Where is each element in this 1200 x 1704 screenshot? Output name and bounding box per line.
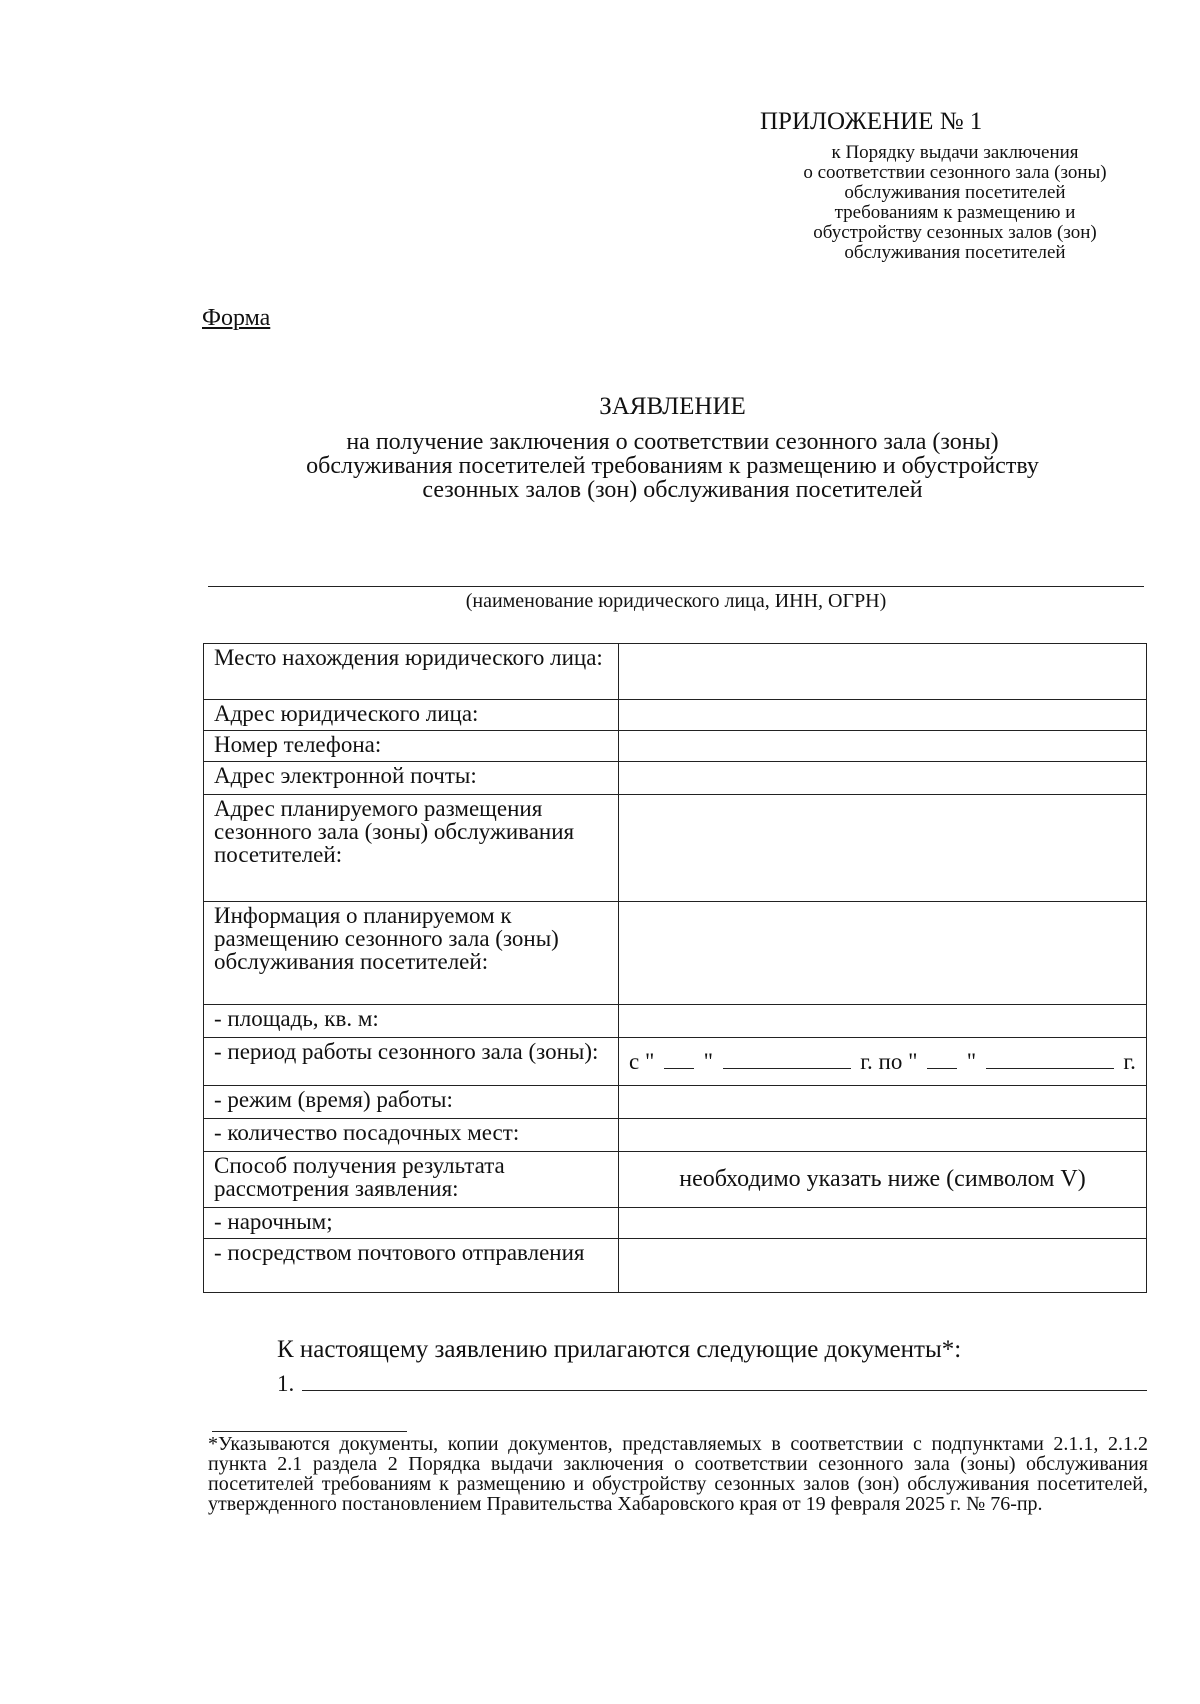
field-label-planned-address: Адрес планируемого размещения сезонного зала (зоны) обслуживания посетителей: xyxy=(204,795,619,902)
period-to-prefix: г. по " xyxy=(860,1049,918,1074)
table-row xyxy=(204,795,1147,902)
statement-line: на получение заключения о соответствии сезонного зала (зоны) xyxy=(346,429,999,455)
table-row xyxy=(204,1119,1147,1152)
field-label-by-post: - посредством почтового отправления xyxy=(204,1239,619,1293)
statement-title: ЗАЯВЛЕНИЕ xyxy=(599,393,746,420)
appendix-subtitle xyxy=(740,143,1170,263)
field-label-phone: Номер телефона: xyxy=(204,731,619,762)
statement-line: сезонных залов (зон) обслуживания посетителей xyxy=(422,477,923,503)
period-fields xyxy=(629,1050,1136,1073)
field-value-phone[interactable] xyxy=(619,731,1147,762)
field-value-by-post-checkbox[interactable] xyxy=(619,1239,1147,1293)
table-row xyxy=(204,1239,1147,1293)
table-row xyxy=(204,1038,1147,1086)
appendix-line: к Порядку выдачи заключения xyxy=(831,142,1079,163)
field-label-location: Место нахождения юридического лица: xyxy=(204,644,619,700)
period-from-prefix: с " xyxy=(629,1049,655,1074)
field-value-location[interactable] xyxy=(619,644,1147,700)
table-row xyxy=(204,1208,1147,1239)
attachment-item-input-line[interactable] xyxy=(302,1372,1147,1391)
statement-line: обслуживания посетителей требованиям к размещению и обустройству xyxy=(306,453,1039,479)
period-to-quote: " xyxy=(966,1049,977,1074)
legal-entity-input-line[interactable] xyxy=(208,586,1144,587)
appendix-title: ПРИЛОЖЕНИЕ № 1 xyxy=(760,108,983,135)
attachment-item-1 xyxy=(277,1371,1147,1397)
field-value-planned-info[interactable] xyxy=(619,902,1147,1005)
field-label-area: - площадь, кв. м: xyxy=(204,1005,619,1038)
attachments-intro: К настоящему заявлению прилагаются следующие документы*: xyxy=(277,1336,962,1363)
period-from-month-blank[interactable] xyxy=(723,1050,851,1069)
appendix-line: обслуживания посетителей xyxy=(844,242,1066,263)
table-row xyxy=(204,700,1147,731)
table-row xyxy=(204,762,1147,795)
legal-entity-caption: (наименование юридического лица, ИНН, ОГРН) xyxy=(465,590,887,612)
appendix-line: требованиям к размещению и xyxy=(834,202,1076,223)
field-label-schedule: - режим (время) работы: xyxy=(204,1086,619,1119)
application-form-table xyxy=(203,643,1147,1293)
field-value-area[interactable] xyxy=(619,1005,1147,1038)
period-to-month-blank[interactable] xyxy=(986,1050,1114,1069)
field-label-period: - период работы сезонного зала (зоны): xyxy=(204,1038,619,1086)
statement-subtitle xyxy=(200,430,1145,502)
field-label-address: Адрес юридического лица: xyxy=(204,700,619,731)
appendix-line: обслуживания посетителей xyxy=(844,182,1066,203)
form-label: Форма xyxy=(202,305,271,331)
period-from-day-blank[interactable] xyxy=(664,1050,694,1069)
field-value-period[interactable] xyxy=(619,1038,1147,1086)
table-row xyxy=(204,731,1147,762)
appendix-line: обустройству сезонных залов (зон) xyxy=(813,222,1097,243)
footnote-divider xyxy=(212,1431,407,1432)
table-row xyxy=(204,902,1147,1005)
table-row xyxy=(204,644,1147,700)
table-row xyxy=(204,1005,1147,1038)
field-value-result-method: необходимо указать ниже (символом V) xyxy=(619,1152,1147,1208)
period-year-end: г. xyxy=(1123,1049,1136,1074)
appendix-line: о соответствии сезонного зала (зоны) xyxy=(803,162,1107,183)
field-label-planned-info: Информация о планируемом к размещению сезонного зала (зоны) обслуживания посетителей: xyxy=(204,902,619,1005)
field-label-email: Адрес электронной почты: xyxy=(204,762,619,795)
field-value-planned-address[interactable] xyxy=(619,795,1147,902)
period-to-day-blank[interactable] xyxy=(927,1050,957,1069)
table-row xyxy=(204,1152,1147,1208)
field-value-schedule[interactable] xyxy=(619,1086,1147,1119)
field-value-email[interactable] xyxy=(619,762,1147,795)
field-label-result-method: Способ получения результата рассмотрения заявления: xyxy=(204,1152,619,1208)
field-label-by-hand: - нарочным; xyxy=(204,1208,619,1239)
field-label-seats: - количество посадочных мест: xyxy=(204,1119,619,1152)
period-from-quote: " xyxy=(703,1049,713,1074)
attachment-item-number: 1. xyxy=(277,1371,295,1396)
field-value-by-hand-checkbox[interactable] xyxy=(619,1208,1147,1239)
field-value-seats[interactable] xyxy=(619,1119,1147,1152)
footnote: *Указываются документы, копии документов, представляемых в соответствии с подпунктами 2.1.1, 2.1.2 пункта 2.1 раздела 2 Порядка выдачи заключения о соответствии сезонного зала (зоны) обслуживания посетителей требованиям к размещению и обустройству сезонных залов (зон) обслуживания посетителей, утвержденного постановлением Правительства Хабаровского края от 19 февраля 2025 г. № 76-пр. xyxy=(208,1433,1148,1515)
table-row xyxy=(204,1086,1147,1119)
field-value-address[interactable] xyxy=(619,700,1147,731)
